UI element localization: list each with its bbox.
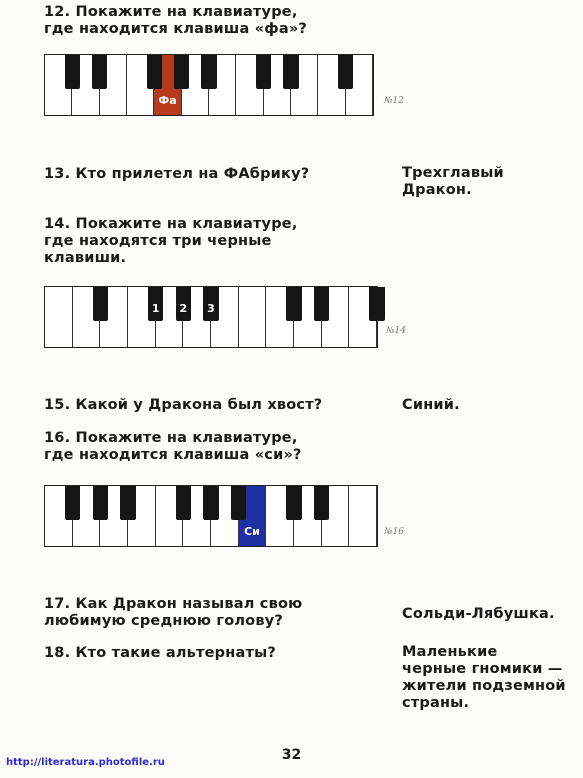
- question-16-line-1: 16. Покажите на клавиатуре,: [44, 430, 298, 446]
- black-key: [338, 55, 353, 89]
- keyboard-fa: [44, 54, 374, 116]
- answer-17-line-1: Сольди-Лябушка.: [402, 606, 555, 622]
- keyboard-si: [44, 485, 378, 547]
- question-16-line-2: где находится клавиша «си»?: [44, 447, 302, 463]
- black-key: [65, 55, 80, 89]
- numbered-black-key: [203, 287, 218, 321]
- highlighted-key-label: Фа: [158, 94, 177, 107]
- black-key-number: 1: [151, 301, 160, 315]
- answer-17: [402, 606, 555, 623]
- black-key: [93, 287, 108, 321]
- black-key: [286, 287, 301, 321]
- question-13-line-1: 13. Кто прилетел на ФАбрику?: [44, 166, 310, 182]
- question-18-line-1: 18. Кто такие альтернаты?: [44, 645, 276, 661]
- black-key: [93, 486, 108, 520]
- question-12-line-2: где находится клавиша «фа»?: [44, 21, 308, 37]
- question-15: [44, 397, 322, 414]
- question-16: [44, 430, 302, 464]
- black-key: [174, 55, 189, 89]
- answer-13: [402, 165, 504, 199]
- black-key: [256, 55, 271, 89]
- black-key: [92, 55, 107, 89]
- numbered-black-key: [176, 287, 191, 321]
- source-url-link[interactable]: http://literatura.photofile.ru: [6, 757, 165, 768]
- question-15-line-1: 15. Какой у Дракона был хвост?: [44, 397, 323, 413]
- question-14-line-2: где находятся три черные: [44, 233, 272, 249]
- black-key-number: 2: [179, 301, 188, 315]
- answer-13-line-2: Дракон.: [402, 182, 472, 198]
- question-14-line-1: 14. Покажите на клавиатуре,: [44, 216, 298, 232]
- white-key: [45, 287, 73, 347]
- black-key: [201, 55, 216, 89]
- black-key: [120, 486, 135, 520]
- answer-15-line-1: Синий.: [402, 397, 460, 413]
- black-key: [231, 486, 246, 520]
- figure-label-14: №14: [386, 326, 406, 336]
- black-key: [314, 287, 329, 321]
- answer-18-line-3: жители подземной: [402, 678, 566, 694]
- question-12-line-1: 12. Покажите на клавиатуре,: [44, 4, 298, 20]
- question-14-line-3: клавиши.: [44, 250, 127, 266]
- black-key: [283, 55, 298, 89]
- black-key: [369, 287, 384, 321]
- question-17: [44, 596, 302, 630]
- figure-label-12: №12: [384, 96, 404, 106]
- figure-label-16: №16: [384, 527, 404, 537]
- white-key: [239, 287, 267, 347]
- highlighted-key-label: Си: [244, 525, 260, 538]
- question-17-line-1: 17. Как Дракон называл свою: [44, 596, 303, 612]
- black-key: [286, 486, 301, 520]
- black-key: [176, 486, 191, 520]
- question-18: [44, 645, 276, 662]
- black-key-number: 3: [207, 301, 215, 315]
- answer-18-line-1: Маленькие: [402, 644, 498, 660]
- question-12: [44, 4, 307, 38]
- white-key: [349, 486, 377, 546]
- question-14: [44, 216, 298, 267]
- answer-18-line-4: страны.: [402, 695, 470, 711]
- page-number: 32: [281, 747, 302, 763]
- black-key: [65, 486, 80, 520]
- black-key: [147, 55, 162, 89]
- question-17-line-2: любимую среднюю голову?: [44, 613, 283, 629]
- answer-15: [402, 397, 460, 414]
- keyboard-three-black-keys: [44, 286, 378, 348]
- answer-18-line-2: черные гномики —: [402, 661, 563, 677]
- black-key: [314, 486, 329, 520]
- numbered-black-key: [148, 287, 163, 321]
- black-key: [203, 486, 218, 520]
- question-13: [44, 166, 309, 183]
- answer-18: [402, 644, 566, 712]
- answer-13-line-1: Трехглавый: [402, 165, 504, 181]
